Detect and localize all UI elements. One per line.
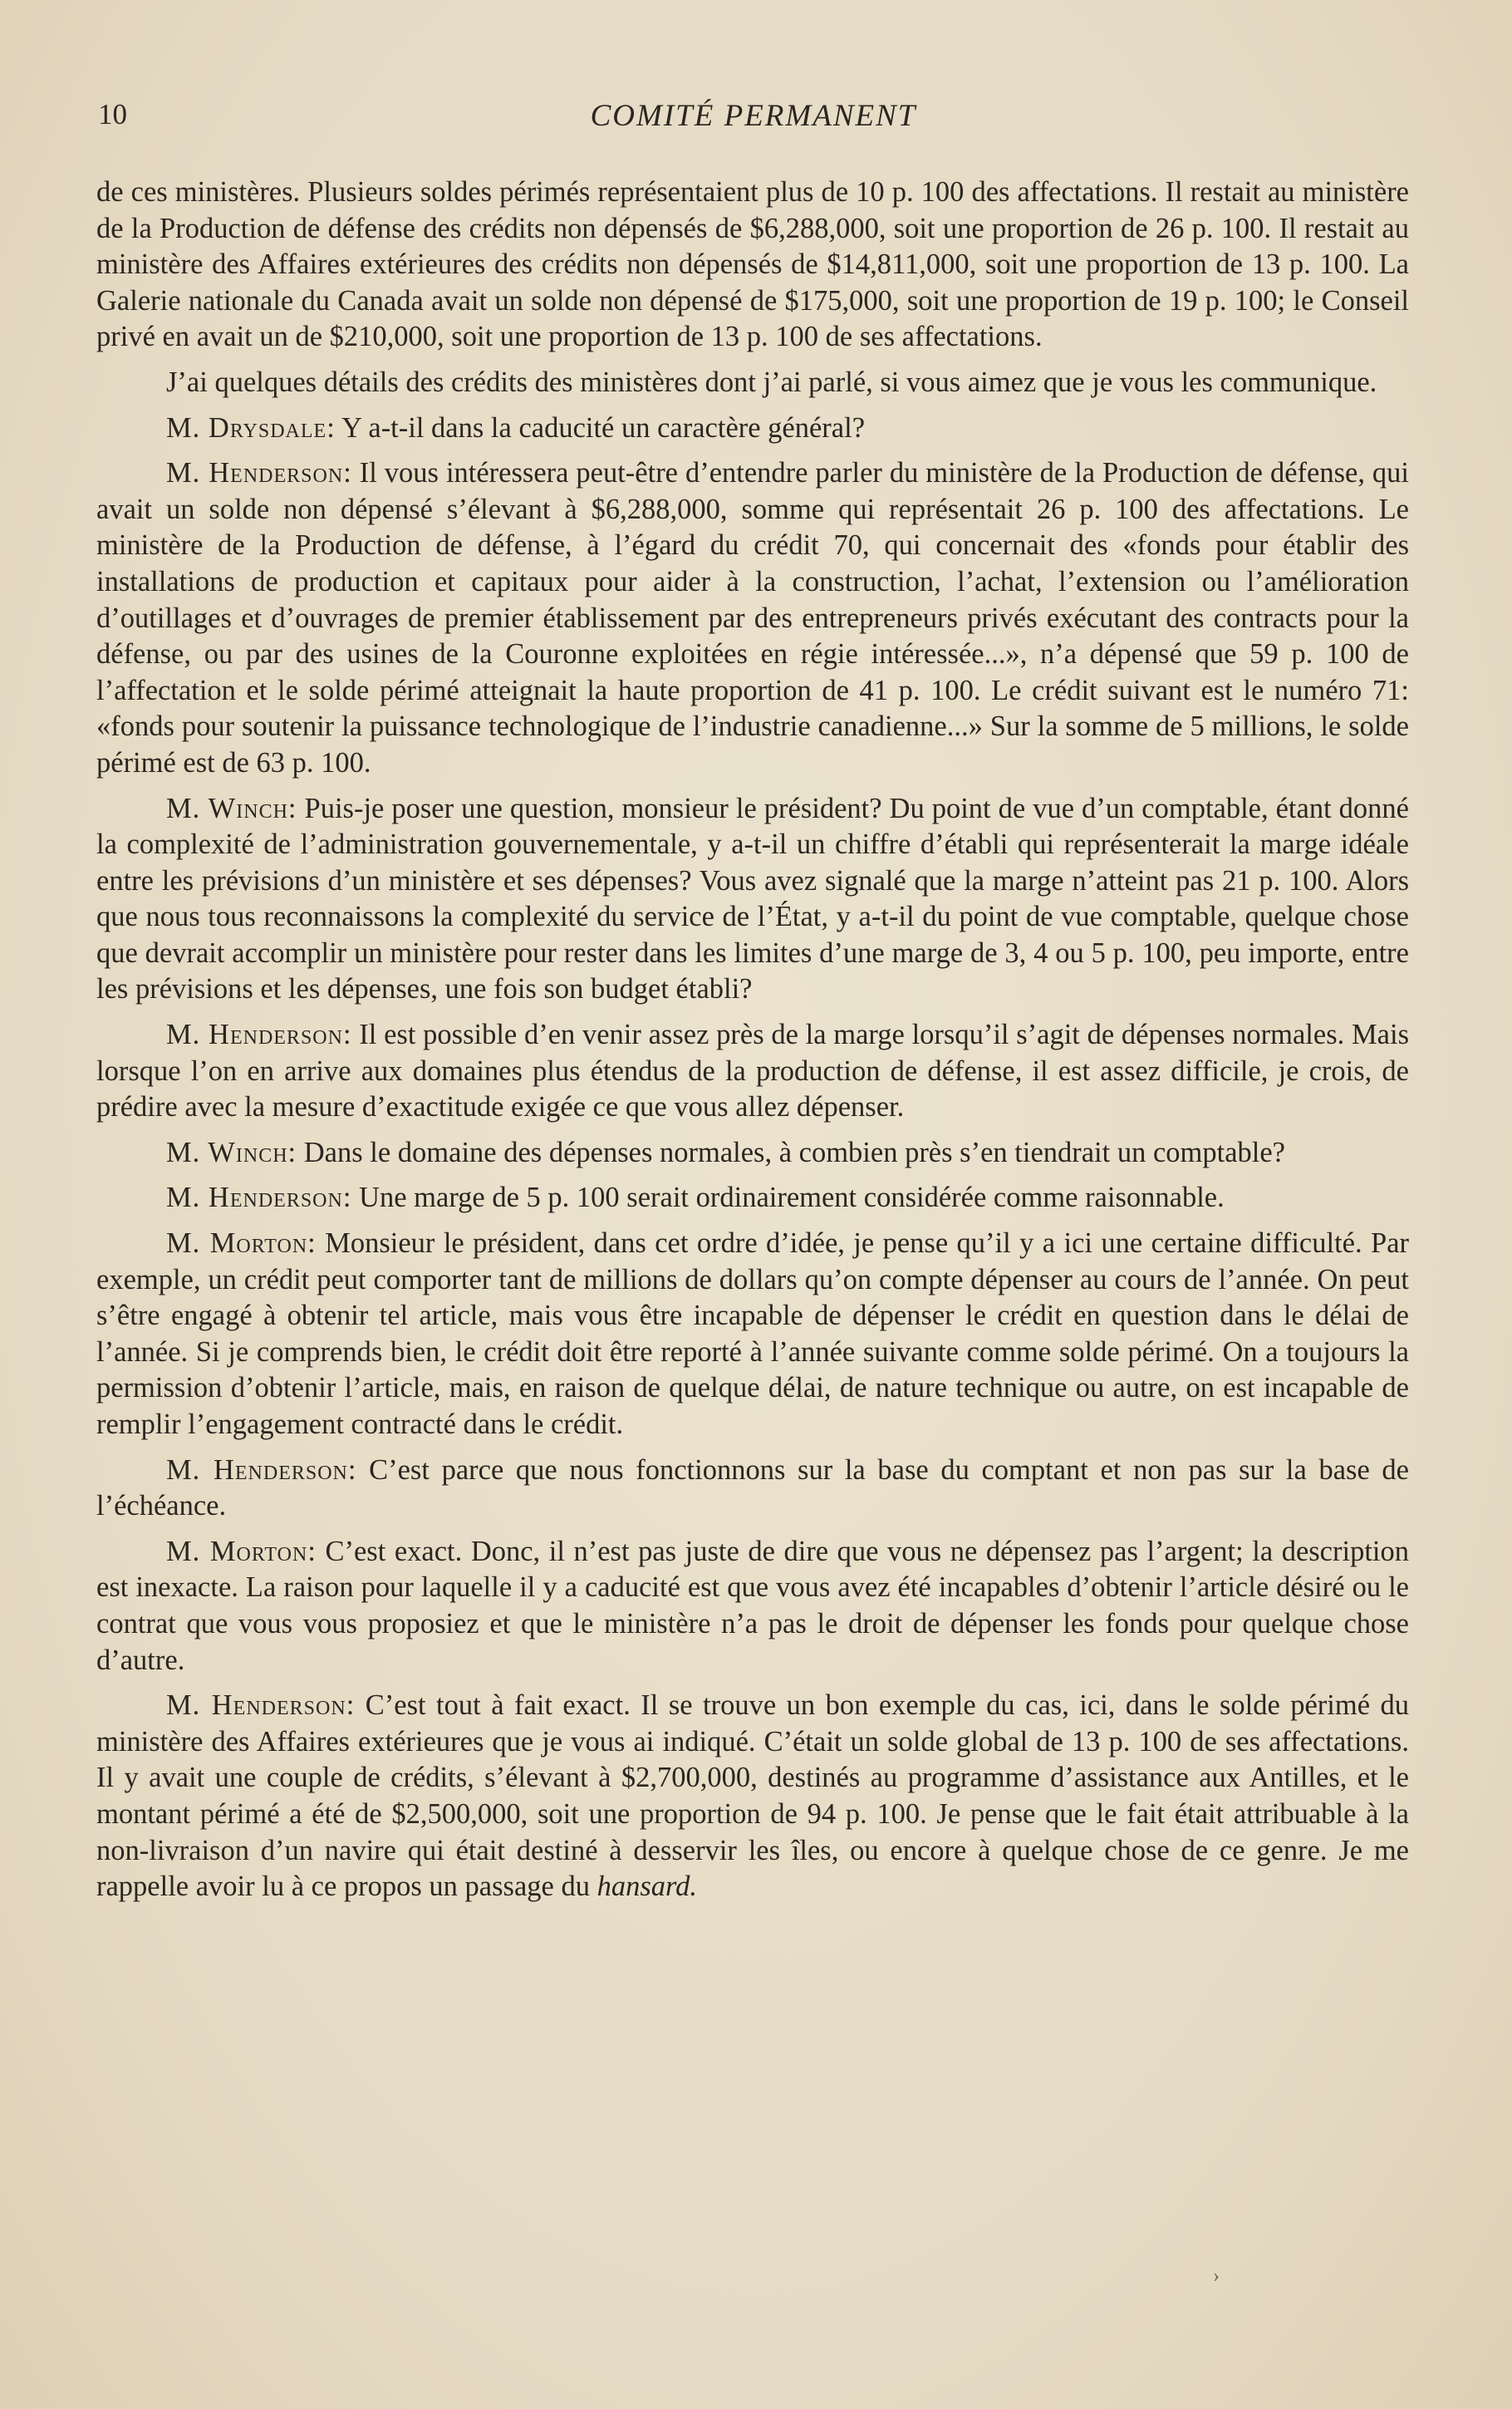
italic-reference: hansard. xyxy=(596,1871,698,1903)
paragraph-text: J’ai quelques détails des crédits des ministères dont j’ai parlé, si vous aimez que je vous les communique. xyxy=(166,366,1377,398)
paragraph xyxy=(96,1180,1409,1217)
paragraph-text: de ces ministères. Plusieurs soldes périmés représentaient plus de 10 p. 100 des affectations. Il restait au ministère de la Production de défense des crédits non dépensés de $6,288,000, soit une proportion de 26 p. 100. Il restait au ministère des Affaires extérieures des crédits non dépensés de $14,811,000, soit une proportion de 13 p. 100. La Galerie nationale du Canada avait un solde non dépensé de $175,000, soit une proportion de 19 p. 100; le Conseil privé en avait un de $210,000, soit une proportion de 13 p. 100 de ses affectations. xyxy=(96,176,1409,353)
paragraph xyxy=(96,175,1409,356)
speaker-name: M. Morton: xyxy=(166,1227,317,1260)
paragraph xyxy=(96,365,1409,401)
paragraph-text: Monsieur le président, dans cet ordre d’idée, je pense qu’il y a ici une certaine difficulté. Par exemple, un crédit peut comporter tant de millions de dollars qu’on compte dépenser au cours de l’année. On peut s’être engagé à obtenir tel article, mais vous être incapable de dépenser le crédit en question dans le délai de l’année. Si je comprends bien, le crédit doit être reporté à l’année suivante comme solde périmé. On a toujours la permission d’obtenir l’article, mais, en raison de quelque délai, de nature technique ou autre, on est incapable de remplir l’engagement contracté dans le crédit. xyxy=(96,1227,1409,1440)
speaker-name: M. Henderson: xyxy=(166,1453,357,1486)
paragraph-text: Il est possible d’en venir assez près de la marge lorsqu’il s’agit de dépenses normales. Mais lorsque l’on en arrive aux domaines plus étendus de la production de défense, il est assez difficile, je crois, de prédire avec la mesure d’exactitude exigée ce que vous allez dépenser. xyxy=(96,1019,1409,1123)
paragraph-text: Puis-je poser une question, monsieur le président? Du point de vue d’un comptable, étant donné la complexité de l’administration gouvernementale, y a-t-il un chiffre d’établi qui représenterait la marge idéale entre les prévisions d’un ministère et ses dépenses? Vous avez signalé que la marge n’atteint pas 21 p. 100. Alors que nous tous reconnaissons la complexité du service de l’État, y a-t-il du point de vue comptable, quelque chose que devrait accomplir un ministère pour rester dans les limites d’une marge de 3, 4 ou 5 p. 100, peu importe, entre les prévisions et les dépenses, une fois son budget établi? xyxy=(96,792,1409,1005)
speaker-name: M. Henderson: xyxy=(166,457,352,489)
paragraph xyxy=(96,1688,1409,1905)
body-text xyxy=(96,175,1409,1915)
paragraph-text: Il vous intéressera peut-être d’entendre parler du ministère de la Production de défense, qui avait un solde non dépensé s’élevant à $6,288,000, somme qui représentait 26 p. 100 des affectations. Le ministère de la Production de défense, à l’égard du crédit 70, qui concernait des «fonds pour établir des installations de production et capitaux pour aider à la construction, l’achat, l’extension ou l’amélioration d’outillages et d’ouvrages de premier établissement par des entrepreneurs privés exécutant des contracts pour la défense, ou par des usines de la Couronne exploitées en régie intéressée...», n’a dépensé que 59 p. 100 de l’affectation et le solde périmé atteignait la haute proportion de 41 p. 100. Le crédit suivant est le numéro 71: «fonds pour soutenir la puissance technologique de l’industrie canadienne...» Sur la somme de 5 millions, le solde périmé est de 63 p. 100. xyxy=(96,457,1409,779)
paragraph-text: Une marge de 5 p. 100 serait ordinairement considérée comme raisonnable. xyxy=(351,1182,1225,1214)
stray-mark: › xyxy=(1213,2265,1220,2287)
paragraph xyxy=(96,1226,1409,1443)
paragraph-text: Dans le domaine des dépenses normales, à combien près s’en tiendrait un comptable? xyxy=(297,1136,1285,1168)
page-header xyxy=(98,98,1409,140)
paragraph-text: Y a-t-il dans la caducité un caractère général? xyxy=(335,411,866,444)
paragraph xyxy=(96,1453,1409,1525)
paragraph xyxy=(96,1017,1409,1126)
paragraph xyxy=(96,455,1409,781)
speaker-name: M. Morton: xyxy=(166,1535,317,1567)
speaker-name: M. Henderson: xyxy=(166,1182,352,1214)
speaker-name: M. Henderson: xyxy=(166,1689,356,1722)
speaker-name: M. Drysdale: xyxy=(166,411,336,444)
page-number: 10 xyxy=(98,98,127,130)
speaker-name: M. Winch: xyxy=(166,792,297,824)
running-title: COMITÉ PERMANENT xyxy=(590,99,917,133)
paragraph xyxy=(96,1135,1409,1172)
paragraph-text: C’est exact. Donc, il n’est pas juste de dire que vous ne dépensez pas l’argent; la description est inexacte. La raison pour laquelle il y a caducité est que vous avez été incapables d’obtenir l’article désiré ou le contrat que vous vous proposiez et que le ministère n’a pas le droit de dépenser les fonds pour quelque chose d’autre. xyxy=(96,1535,1409,1676)
speaker-name: M. Henderson: xyxy=(166,1019,352,1051)
speaker-name: M. Winch: xyxy=(166,1136,297,1168)
paragraph-text: C’est parce que nous fonctionnons sur la base du comptant et non pas sur la base de l’échéance. xyxy=(96,1453,1409,1522)
paragraph xyxy=(96,791,1409,1009)
paragraph-text: C’est tout à fait exact. Il se trouve un bon exemple du cas, ici, dans le solde périmé du ministère des Affaires extérieures que je vous ai indiqué. C’était un solde global de 13 p. 100 de ses affectations. Il y avait une couple de crédits, s’élevant à $2,700,000, destinés au programme d’assistance aux Antilles, et le montant périmé a été de $2,500,000, soit une proportion de 94 p. 100. Je pense que le fait était attribuable à la non-livraison d’un navire qui était destiné à desservir les îles, ou encore à quelque chose de ce genre. Je me rappelle avoir lu à ce propos un passage du xyxy=(96,1689,1409,1903)
paragraph xyxy=(96,1534,1409,1679)
paragraph xyxy=(96,411,1409,447)
